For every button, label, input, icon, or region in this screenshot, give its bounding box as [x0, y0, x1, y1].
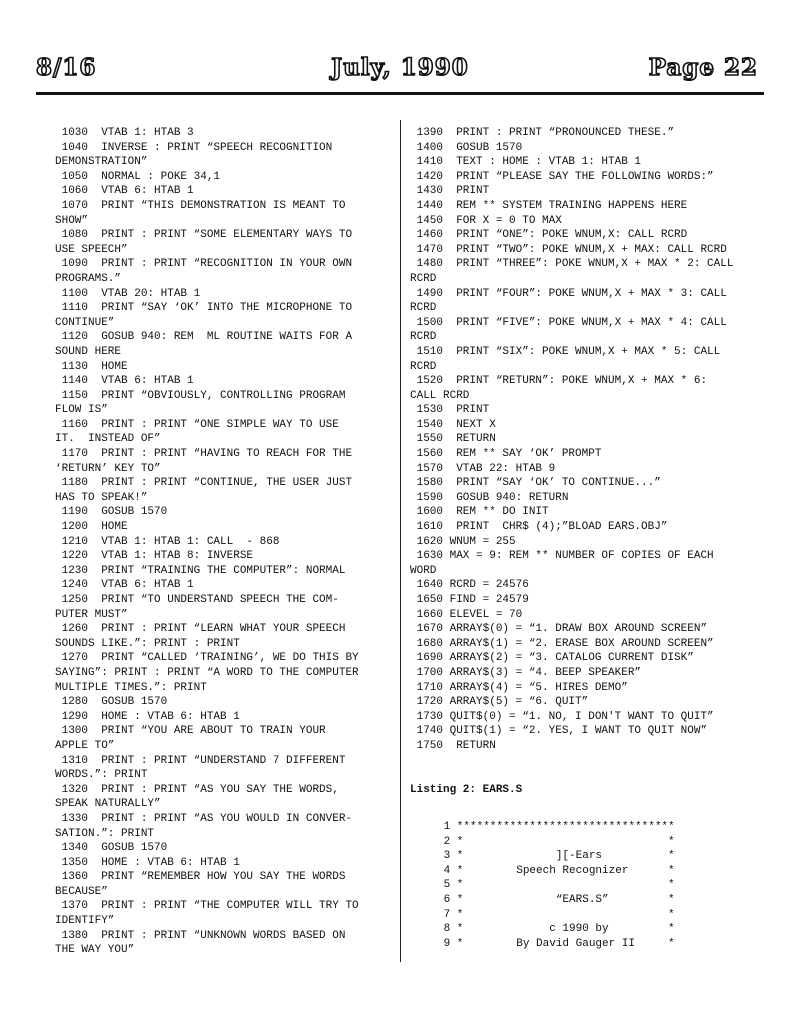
issue-date: July, 1990 [331, 54, 469, 81]
column-divider [400, 120, 401, 962]
code-line: MULTIPLE TIMES.”: PRINT [55, 681, 207, 694]
code-line: 1190 GOSUB 1570 [55, 506, 168, 519]
code-line: 1710 ARRAY$(4) = “5. HIRES DEMO” [410, 681, 628, 694]
code-line: 1140 VTAB 6: HTAB 1 [55, 375, 194, 388]
page-header [36, 52, 764, 95]
code-line: 1240 VTAB 6: HTAB 1 [55, 579, 194, 592]
code-line: 1090 PRINT : PRINT “RECOGNITION IN YOUR OWN [55, 258, 353, 271]
code-line: 1340 GOSUB 1570 [55, 842, 168, 855]
code-line: 1510 PRINT “SIX”: POKE WNUM,X + MAX * 5: CALL [410, 345, 721, 358]
code-line: ‘RETURN’ KEY TO” [55, 462, 161, 475]
code-line: IT. INSTEAD OF” [55, 433, 161, 446]
code-line: 1360 PRINT “REMEMBER HOW YOU SAY THE WORDS [55, 871, 346, 884]
code-line: 1570 VTAB 22: HTAB 9 [410, 462, 556, 475]
code-line: WORD [410, 564, 437, 577]
code-line: 1250 PRINT “TO UNDERSTAND SPEECH THE COM- [55, 594, 339, 606]
code-line: 1120 GOSUB 940: REM ML ROUTINE WAITS FOR A [55, 331, 353, 344]
code-line: 1150 PRINT “OBVIOUSLY, CONTROLLING PROGRAM [55, 389, 346, 402]
code-line: 1050 NORMAL : POKE 34,1 [55, 170, 221, 183]
code-line: 1230 PRINT “TRAINING THE COMPUTER”: NORMAL [55, 564, 346, 577]
code-line: 1730 QUIT$(0) = “1. NO, I DON'T WANT TO QUIT” [410, 710, 714, 723]
code-line: 1200 HOME [55, 521, 128, 534]
code-line: 1700 ARRAY$(3) = “4. BEEP SPEAKER” [410, 666, 642, 679]
code-line: 6 * “EARS.S” * [437, 893, 675, 906]
code-line: 1350 HOME : VTAB 6: HTAB 1 [55, 856, 240, 869]
code-line: 1180 PRINT : PRINT “CONTINUE, THE USER JUST [55, 477, 353, 490]
code-line: 1500 PRINT “FIVE”: POKE WNUM,X + MAX * 4: CALL [410, 316, 727, 329]
code-line: 1670 ARRAY$(0) = “1. DRAW BOX AROUND SCREEN” [410, 623, 708, 636]
code-line: PROGRAMS.” [55, 272, 122, 285]
code-line: 1100 VTAB 20: HTAB 1 [55, 287, 201, 300]
code-line: 1170 PRINT : PRINT “HAVING TO REACH FOR THE [55, 448, 353, 461]
code-line: 4 * Speech Recognizer * [437, 864, 675, 877]
listing-right-column [410, 126, 770, 754]
code-line: 1040 INVERSE : PRINT “SPEECH RECOGNITION [55, 141, 333, 154]
code-line: 1270 PRINT “CALLED ‘TRAINING’, WE DO THIS BY [55, 652, 359, 665]
code-line: SAYING”: PRINT : PRINT “A WORD TO THE COMPUTER [55, 666, 359, 679]
code-line: SPEAK NATURALLY” [55, 798, 161, 811]
code-line: BECAUSE” [55, 885, 108, 898]
code-line: 1070 PRINT “THIS DEMONSTRATION IS MEANT TO [55, 199, 346, 212]
code-line: 1470 PRINT “TWO”: POKE WNUM,X + MAX: CALL RCRD [410, 243, 727, 256]
code-line: 1440 REM ** SYSTEM TRAINING HAPPENS HERE [410, 199, 688, 212]
code-line: 1610 PRINT CHR$ (4);”BLOAD EARS.OBJ” [410, 521, 668, 534]
code-line: 1430 PRINT [410, 185, 490, 198]
code-line: 1600 REM ** DO INIT [410, 506, 549, 519]
code-line: 1460 PRINT “ONE”: POKE WNUM,X: CALL RCRD [410, 229, 688, 242]
code-line: CONTINUE” [55, 316, 115, 329]
code-line: 1370 PRINT : PRINT “THE COMPUTER WILL TRY TO [55, 900, 359, 913]
code-line: 7 * * [437, 908, 675, 921]
code-line: FLOW IS” [55, 404, 108, 417]
code-line: 1550 RETURN [410, 433, 496, 446]
page-number: Page 22 [648, 54, 758, 81]
code-line: THE WAY YOU” [55, 944, 135, 957]
code-line: HAS TO SPEAK!” [55, 491, 148, 504]
code-line: 1630 MAX = 9: REM ** NUMBER OF COPIES OF EACH [410, 550, 714, 563]
code-line: 1 ********************************* [437, 821, 675, 833]
code-line: SOUND HERE [55, 345, 122, 358]
code-line: 1540 NEXT X [410, 418, 496, 431]
code-line: 1620 WNUM = 255 [410, 535, 516, 548]
code-line: 1330 PRINT : PRINT “AS YOU WOULD IN CONVER- [55, 812, 353, 825]
code-line: 1450 FOR X = 0 TO MAX [410, 214, 562, 227]
code-line: 1320 PRINT : PRINT “AS YOU SAY THE WORDS, [55, 783, 339, 796]
listing-left-column [55, 126, 391, 958]
listing-2-code [437, 820, 675, 951]
code-line: 1160 PRINT : PRINT “ONE SIMPLE WAY TO USE [55, 418, 339, 431]
code-line: 1300 PRINT “YOU ARE ABOUT TO TRAIN YOUR [55, 725, 326, 738]
code-line: RCRD [410, 360, 437, 373]
code-line: 1260 PRINT : PRINT “LEARN WHAT YOUR SPEECH [55, 623, 346, 636]
code-line: 1560 REM ** SAY ‘OK’ PROMPT [410, 448, 602, 461]
issue-number: 8/16 [36, 54, 97, 81]
code-line: 1520 PRINT “RETURN”: POKE WNUM,X + MAX * 6: [410, 375, 708, 388]
code-line: 1480 PRINT “THREE”: POKE WNUM,X + MAX * 2: CALL [410, 258, 734, 271]
code-line: 1280 GOSUB 1570 [55, 696, 168, 709]
code-line: 1530 PRINT [410, 404, 490, 417]
code-line: 1750 RETURN [410, 739, 496, 752]
code-line: 1380 PRINT : PRINT “UNKNOWN WORDS BASED ON [55, 929, 346, 942]
code-line: RCRD [410, 331, 437, 344]
code-line: 1720 ARRAY$(5) = “6. QUIT” [410, 696, 589, 709]
code-line: 1080 PRINT : PRINT “SOME ELEMENTARY WAYS TO [55, 229, 353, 242]
code-line: CALL RCRD [410, 389, 470, 402]
code-line: 1060 VTAB 6: HTAB 1 [55, 185, 194, 198]
code-line: 2 * * [437, 835, 675, 848]
code-line: 1490 PRINT “FOUR”: POKE WNUM,X + MAX * 3: CALL [410, 287, 727, 300]
code-line: 1420 PRINT “PLEASE SAY THE FOLLOWING WORDS:” [410, 170, 714, 183]
code-line: 1400 GOSUB 1570 [410, 141, 523, 154]
code-line: 1660 ELEVEL = 70 [410, 608, 523, 621]
code-line: 5 * * [437, 879, 675, 892]
code-line: IDENTIFY” [55, 915, 115, 928]
code-line: 1740 QUIT$(1) = “2. YES, I WANT TO QUIT NOW” [410, 725, 708, 738]
code-line: RCRD [410, 272, 437, 285]
code-line: 9 * By David Gauger II * [437, 937, 675, 950]
code-line: SHOW” [55, 214, 89, 227]
code-line: 1310 PRINT : PRINT “UNDERSTAND 7 DIFFERENT [55, 754, 346, 767]
listing-2-title: Listing 2: EARS.S [410, 784, 523, 796]
code-line: 1690 ARRAY$(2) = “3. CATALOG CURRENT DISK” [410, 652, 694, 665]
code-line: APPLE TO” [55, 739, 115, 752]
code-line: PUTER MUST” [55, 608, 128, 621]
code-line: USE SPEECH” [55, 243, 128, 256]
code-line: 1680 ARRAY$(1) = “2. ERASE BOX AROUND SCREEN” [410, 637, 714, 650]
code-line: 1210 VTAB 1: HTAB 1: CALL - 868 [55, 535, 280, 548]
code-line: RCRD [410, 302, 437, 315]
code-line: 1580 PRINT “SAY ‘OK’ TO CONTINUE...” [410, 477, 661, 490]
code-line: 1640 RCRD = 24576 [410, 579, 529, 592]
code-line: 1220 VTAB 1: HTAB 8: INVERSE [55, 550, 254, 563]
code-line: 1290 HOME : VTAB 6: HTAB 1 [55, 710, 240, 723]
code-line: WORDS.”: PRINT [55, 769, 148, 782]
code-line: 1390 PRINT : PRINT “PRONOUNCED THESE.” [410, 127, 675, 139]
code-line: 1650 FIND = 24579 [410, 594, 529, 606]
code-line: 1410 TEXT : HOME : VTAB 1: HTAB 1 [410, 156, 642, 169]
code-line: 8 * c 1990 by * [437, 923, 675, 936]
code-line: 1030 VTAB 1: HTAB 3 [55, 127, 194, 139]
code-line: 3 * ][-Ears * [437, 850, 675, 863]
code-line: 1130 HOME [55, 360, 128, 373]
code-line: SOUNDS LIKE.”: PRINT : PRINT [55, 637, 240, 650]
code-line: SATION.”: PRINT [55, 827, 155, 840]
code-line: 1110 PRINT “SAY ‘OK’ INTO THE MICROPHONE TO [55, 302, 353, 315]
code-line: DEMONSTRATION” [55, 156, 148, 169]
code-line: 1590 GOSUB 940: RETURN [410, 491, 569, 504]
